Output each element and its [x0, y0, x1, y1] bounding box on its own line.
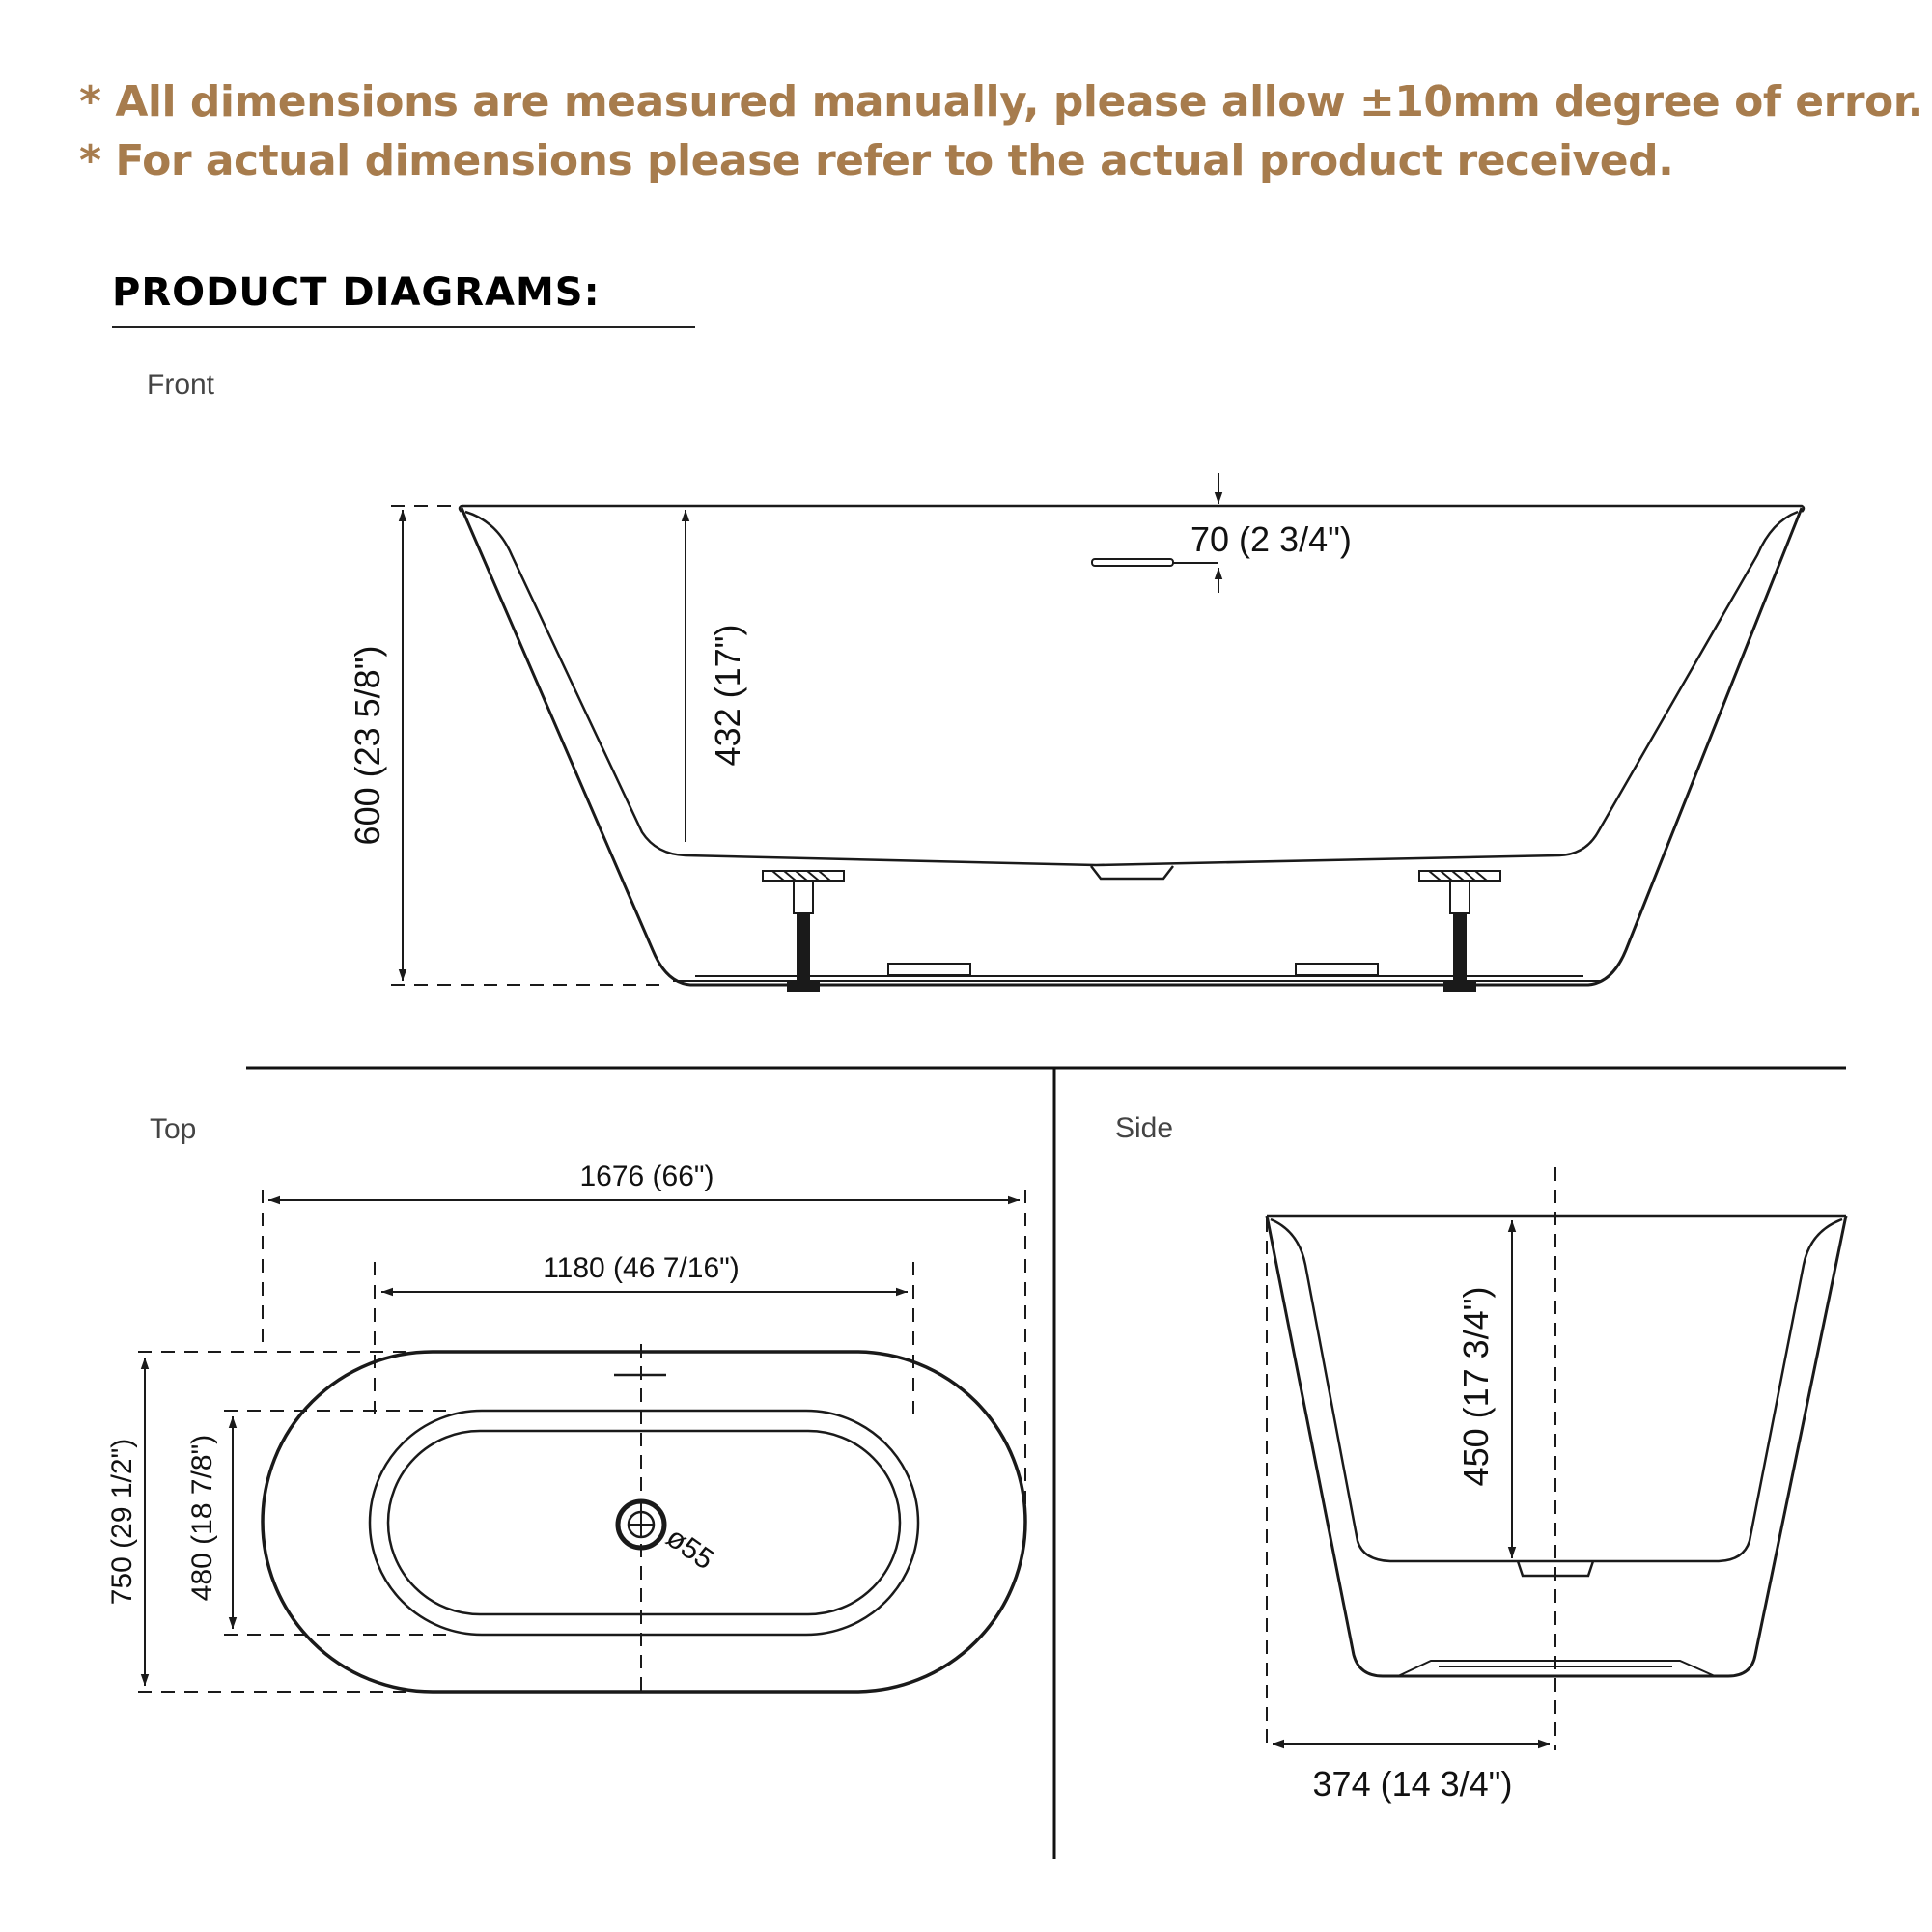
- front-total-height-label: 600 (23 5/8"): [348, 645, 387, 846]
- top-inner-width-label: 480 (18 7/8"): [186, 1434, 218, 1602]
- top-width-label: 750 (29 1/2"): [106, 1438, 138, 1606]
- front-rim: [460, 506, 1804, 512]
- front-inner-depth-label: 432 (17"): [708, 624, 747, 767]
- front-inner-basin: [465, 512, 1798, 865]
- top-basin: [388, 1431, 900, 1614]
- note-tolerance: * All dimensions are measured manually, please allow ±10mm degree of error.: [79, 77, 1923, 126]
- top-inner-length-label: 1180 (46 7/16"): [543, 1252, 740, 1284]
- side-dimension-lines: [1267, 1167, 1555, 1750]
- side-half-width-label: 374 (14 3/4"): [1312, 1764, 1513, 1804]
- front-view-label: Front: [147, 369, 215, 401]
- front-outer-shell: [462, 508, 1802, 985]
- section-heading: PRODUCT DIAGRAMS:: [112, 270, 601, 315]
- side-view-label: Side: [1115, 1112, 1174, 1144]
- front-overflow-label: 70 (2 3/4"): [1190, 519, 1352, 559]
- note-actual-dimensions: * For actual dimensions please refer to the actual product received.: [79, 136, 1674, 185]
- top-view-label: Top: [150, 1113, 197, 1145]
- top-length-label: 1676 (66"): [579, 1161, 714, 1192]
- top-outer-rim: [263, 1352, 1025, 1692]
- front-view: [460, 506, 1804, 985]
- top-drain-label: ø55: [659, 1521, 720, 1577]
- section-dividers: [246, 1068, 1846, 1859]
- top-inner-rim: [370, 1411, 918, 1635]
- top-view: [263, 1344, 1025, 1699]
- front-legs: [763, 871, 1500, 991]
- side-inner-depth-label: 450 (17 3/4"): [1456, 1286, 1496, 1487]
